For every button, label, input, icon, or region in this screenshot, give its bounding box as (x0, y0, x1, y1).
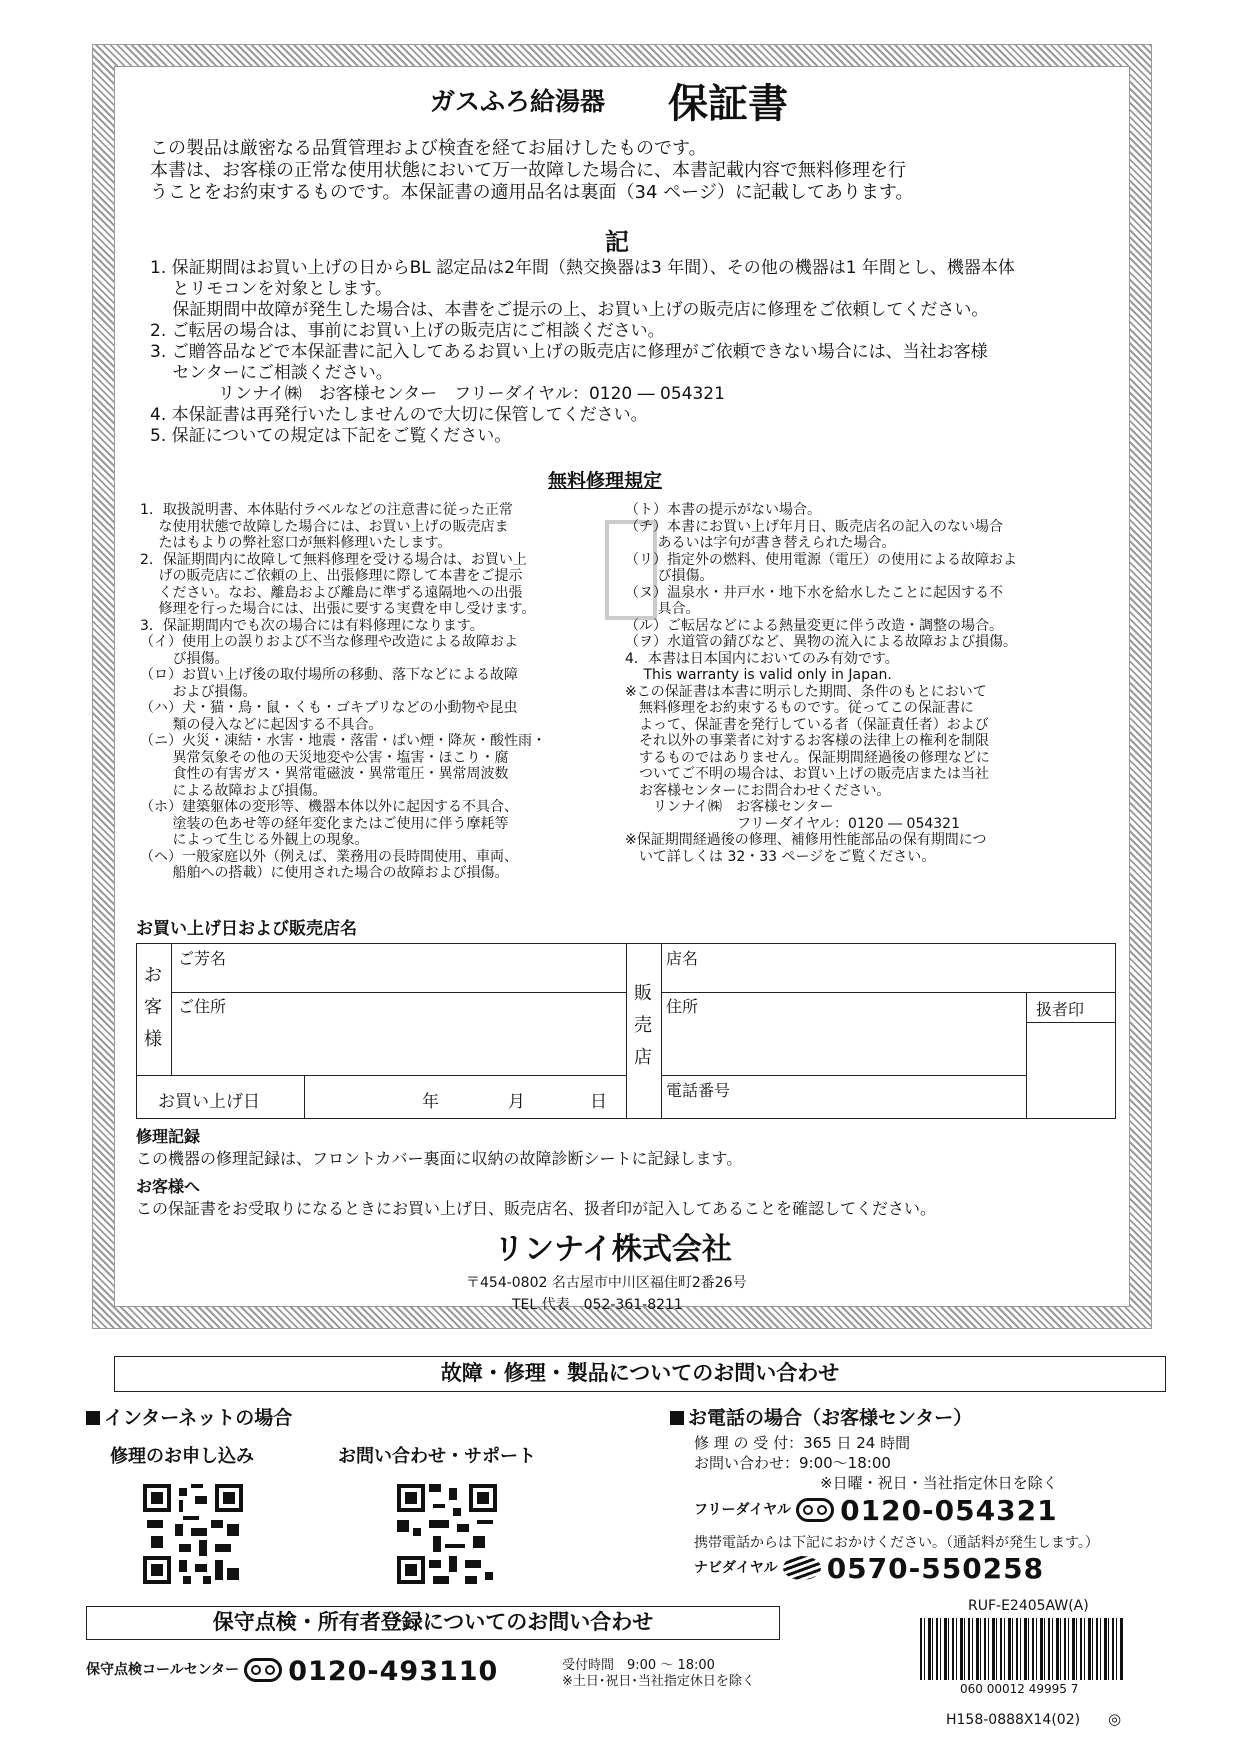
to-customer-text: この保証書をお受取りになるときにお買い上げ日、販売店名、扱者印が記入してあることを確認してください。 (136, 1199, 937, 1218)
purchase-date-label: お買い上げ日 (158, 1092, 260, 1112)
condition-line: 2. ご転居の場合は、事前にお買い上げの販売店にご相談ください。 (150, 321, 665, 341)
maintenance-note: ※土日･祝日･当社指定休日を除く (562, 1674, 755, 1689)
phone-heading-text: お電話の場合（お客様センター） (688, 1407, 973, 1429)
rule-line: （リ）指定外の燃料、使用電源（電圧）の使用による故障およ (625, 551, 1017, 568)
divider (662, 1075, 1026, 1076)
page-title: 保証書 (668, 81, 788, 127)
free-dial-number: 0120-054321 (840, 1494, 1058, 1527)
company-address: 〒454-0802 名古屋市中川区福住町2番26号 (466, 1275, 747, 1291)
rule-line: 修理を行った場合には、出張に要する実費を申し受けます。 (140, 601, 536, 617)
internet-heading (86, 1403, 292, 1430)
navidial-icon (783, 1556, 821, 1580)
barcode-number: 060 00012 49995 7 (960, 1682, 1079, 1696)
customer-label: お客様 (144, 965, 162, 1050)
condition-line: 4. 本保証書は再発行いたしませんので大切に保管してください。 (150, 405, 648, 425)
day-label: 日 (590, 1092, 607, 1112)
rule-line: ついてご不明の場合は、お買い上げの販売店または当社 (625, 766, 989, 782)
company-tel: TEL 代表 052-361-8211 (512, 1297, 683, 1313)
ki-heading: 記 (605, 228, 629, 256)
rule-line: 無料修理をお約束するものです。従ってこの保証書に (625, 700, 974, 716)
intro-line: 本書は、お客様の正常な使用状態において万一故障した場合に、本書記載内容で無料修理を行 (150, 160, 906, 181)
navi-dial-label: ナビダイヤル (694, 1560, 778, 1576)
name-field[interactable] (172, 943, 626, 993)
rule-line: 具合。 (625, 601, 700, 617)
document-mark: ◎ (1108, 1710, 1122, 1728)
rule-line: 1．取扱説明書、本体貼付ラベルなどの注意書に従った正常 (140, 502, 513, 518)
rule-line: 3．保証期間内でも次の場合には有料修理になります。 (140, 617, 484, 634)
rule-line: および損傷。 (140, 683, 257, 700)
month-label: 月 (508, 1092, 525, 1112)
rule-line: 類の侵入などに起因する不具合。 (140, 716, 383, 733)
freedial-icon (796, 1498, 834, 1522)
rule-line: 食性の有害ガス・異常電磁波・異常電圧・異常周波数 (140, 766, 509, 782)
intro-line: この製品は厳密なる品質管理および検査を経てお届けしたものです。 (150, 138, 707, 159)
reception-hours: 修 理 の 受 付：365 日 24 時間 (694, 1434, 911, 1452)
rule-line: （ヘ）一般家庭以外（例えば、業務用の長時間使用、車両、 (140, 848, 518, 865)
rule-line: な使用状態で故障した場合には、お買い上げの販売店ま (140, 518, 509, 535)
condition-line: 1. 保証期間はお買い上げの日からBL 認定品は2年間（熱交換器は3 年間）、その他の機器は1 年間とし、機器本体 (150, 258, 1015, 278)
free-repair-right (625, 502, 1115, 865)
rule-line: （ハ）犬・猫・鳥・鼠・くも・ゴキブリなどの小動物や昆虫 (140, 700, 518, 716)
contact-hours: お問い合わせ：9:00～18:00 (694, 1454, 891, 1472)
rule-line: フリーダイヤル：0120 ― 054321 (625, 815, 960, 832)
mobile-note: 携帯電話からは下記におかけください。（通話料が発生します。） (694, 1535, 1099, 1551)
phone-heading (670, 1403, 972, 1430)
shop-name-label: 店名 (666, 949, 699, 968)
purchase-title: お買い上げ日および販売店名 (136, 919, 357, 939)
rule-line: び損傷。 (140, 650, 229, 667)
barcode (920, 1618, 1124, 1680)
rule-line: ください。なお、離島および離島に準ずる遠隔地への出張 (140, 584, 523, 601)
rule-line: （ヌ）温泉水・井戸水・地下水を給水したことに起因する不 (625, 584, 1003, 601)
navi-dial[interactable] (694, 1552, 1044, 1585)
bullet-square-icon (670, 1411, 684, 1425)
free-dial[interactable] (694, 1494, 1058, 1527)
rule-line: （チ）本書にお買い上げ年月日、販売店名の記入のない場合 (625, 518, 1003, 535)
rule-line: 異常気象その他の天災地変や公害・塩害・ほこり・腐 (140, 749, 509, 766)
rule-line: あるいは字句が書き替えられた場合。 (625, 535, 896, 551)
support-label: お問い合わせ・サポート (338, 1446, 536, 1467)
rule-line: するものではありません。保証期間経過後の修理などに (625, 749, 990, 766)
maintenance-title: 保守点検・所有者登録についてのお問い合わせ (86, 1606, 780, 1640)
rule-line: （ト）本書の提示がない場合。 (625, 502, 821, 518)
repair-record-title: 修理記録 (136, 1127, 201, 1146)
maintenance-label: 保守点検コールセンター (86, 1662, 240, 1678)
shop-name-field[interactable] (662, 943, 1116, 993)
rule-line: ※保証期間経過後の修理、補修用性能部品の保有期間につ (625, 832, 987, 848)
rule-line: による故障および損傷。 (140, 782, 327, 799)
condition-line: リンナイ㈱ お客様センター フリーダイヤル：0120 ― 054321 (150, 384, 725, 404)
phone-label: 電話番号 (666, 1081, 731, 1100)
navi-dial-number: 0570-550258 (826, 1552, 1045, 1585)
rule-line: 4．本書は日本国内においてのみ有効です。 (625, 650, 899, 667)
rule-line: それ以外の事業者に対するお客様の法律上の権利を制限 (625, 733, 989, 749)
rule-line: （ル）ご転居などによる熱量変更に伴う改造・調整の場合。 (625, 617, 1003, 634)
address-label[interactable]: ご住所 (178, 997, 227, 1016)
free-repair-title: 無料修理規定 (548, 470, 663, 492)
warranty-conditions (150, 258, 1110, 447)
divider (304, 1075, 305, 1119)
maintenance-hours: 受付時間 9:00 ～ 18:00 (562, 1658, 715, 1673)
rule-line: リンナイ㈱ お客様センター (625, 799, 834, 815)
rule-line: び損傷。 (625, 568, 714, 584)
stamp-label: 扱者印 (1036, 1000, 1085, 1019)
inquiry-title: 故障・修理・製品についてのお問い合わせ (114, 1356, 1166, 1392)
condition-line: 5. 保証についての規定は下記をご覧ください。 (150, 426, 512, 446)
rule-line: （ニ）火災・凍結・水害・地震・落雷・ばい煙・降灰・酸性雨・ (140, 733, 546, 749)
rule-line: 船舶への搭載）に使用された場合の故障および損傷。 (140, 865, 509, 881)
repair-request-label: 修理のお申し込み (110, 1446, 254, 1467)
rule-line: 2．保証期間内に故障して無料修理を受ける場合は、お買い上 (140, 551, 527, 568)
rule-line: This warranty is valid only in Japan. (625, 667, 892, 683)
divider (136, 1075, 626, 1076)
intro-text (150, 138, 1100, 204)
rule-line: お客様センターにお問合わせください。 (625, 782, 891, 799)
qr-code-repair[interactable] (143, 1484, 243, 1584)
year-label: 年 (422, 1092, 439, 1112)
company-name: リンナイ株式会社 (494, 1232, 732, 1267)
rule-line: （ロ）お買い上げ後の取付場所の移動、落下などによる故障 (140, 667, 518, 683)
condition-line: 保証期間中故障が発生した場合は、本書をご提示の上、お買い上げの販売店に修理をご依頼してください。 (150, 300, 989, 320)
intro-line: うことをお約束するものです。本保証書の適用品名は裏面（34 ページ）に記載してあります。 (150, 182, 914, 203)
maintenance-call-center[interactable] (86, 1656, 498, 1687)
document-code: H158-0888X14(02) (946, 1712, 1081, 1728)
condition-line: とリモコンを対象とします。 (150, 279, 393, 299)
maintenance-number: 0120-493110 (288, 1656, 499, 1687)
model-number: RUF-E2405AW(A) (968, 1598, 1089, 1614)
name-label: ご芳名 (178, 949, 227, 968)
rule-line: ※この保証書は本書に明示した期間、条件のもとにおいて (625, 683, 987, 700)
repair-record-text: この機器の修理記録は、フロントカバー裏面に収納の故障診断シートに記録します。 (136, 1149, 743, 1168)
rule-line: いて詳しくは 32・33 ページをご覧ください。 (625, 848, 936, 865)
rule-line: によって生じる外観上の現象。 (140, 832, 369, 848)
qr-code-support[interactable] (397, 1484, 497, 1584)
stamp-cell[interactable] (1026, 1023, 1027, 1119)
product-name: ガスふろ給湯器 (430, 87, 606, 116)
rule-line: （イ）使用上の誤りおよび不当な修理や改造による故障およ (140, 634, 518, 650)
rule-line: （ヲ）水道管の錆びなど、異物の流入による故障および損傷。 (625, 634, 1017, 650)
holiday-note: ※日曜・祝日・当社指定休日を除く (820, 1474, 1058, 1492)
condition-line: 3. ご贈答品などで本保証書に記入してあるお買い上げの販売店に修理がご依頼できない場合には、当社お客様 (150, 342, 988, 362)
shop-label: 販売店 (634, 983, 652, 1068)
rule-line: 塗装の色あせ等の経年変化またはご使用に伴う摩耗等 (140, 815, 509, 832)
shop-address-label[interactable]: 住所 (666, 997, 699, 1016)
freedial-icon (244, 1658, 282, 1682)
condition-line: センターにご相談ください。 (150, 363, 393, 383)
free-repair-left (140, 502, 620, 882)
internet-heading-text: インターネットの場合 (104, 1407, 293, 1429)
bullet-square-icon (86, 1411, 100, 1425)
rule-line: （ホ）建築躯体の変形等、機器本体以外に起因する不具合、 (140, 799, 518, 815)
rule-line: たはもよりの弊社窓口が無料修理いたします。 (140, 535, 452, 551)
free-dial-label: フリーダイヤル (694, 1502, 792, 1518)
to-customer-title: お客様へ (136, 1177, 201, 1196)
rule-line: よって、保証書を発行している者（保証責任者）および (625, 716, 989, 733)
rule-line: げの販売店にご依頼の上、出張修理に際して本書をご提示 (140, 568, 523, 584)
